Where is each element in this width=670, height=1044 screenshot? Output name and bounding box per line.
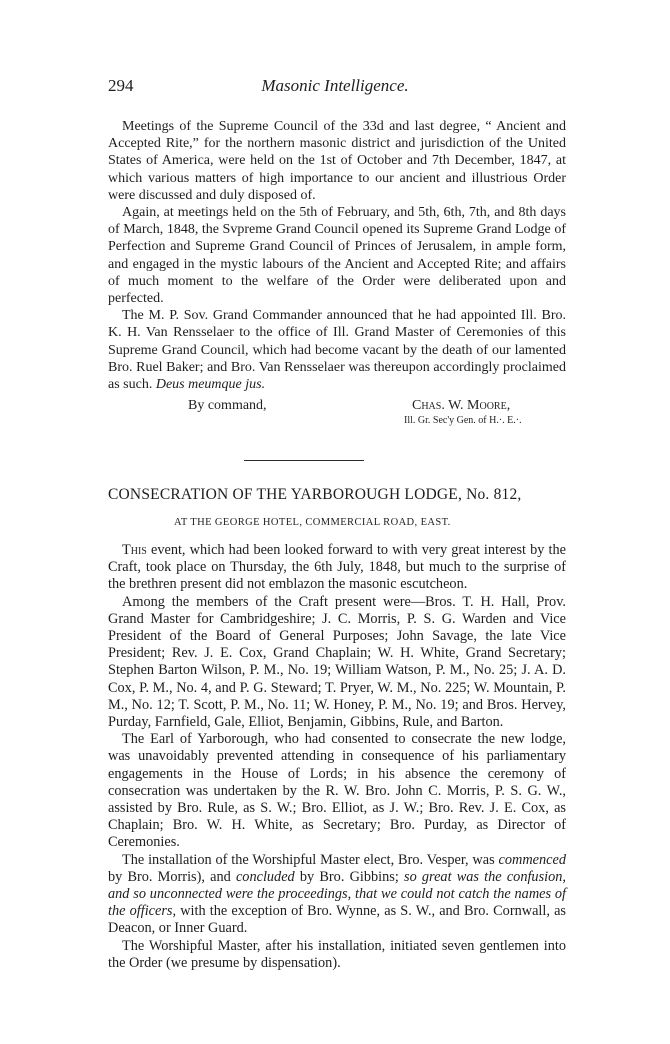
section-divider <box>244 460 364 461</box>
opening-word: This <box>122 542 147 558</box>
installation-emphasis: so great was the confusion, and so unconnected were the proceedings, that we could not catch the names of the officers <box>108 868 566 920</box>
supreme-council-notice <box>108 118 566 393</box>
article-subtitle: AT THE GEORGE HOTEL, COMMERCIAL ROAD, EAST. <box>174 517 451 528</box>
installation-emphasis: commenced <box>498 851 566 868</box>
article-paragraph: The Worshipful Master, after his installation, initiated seven gentlemen into the Order (we presume by dispensation). <box>108 937 566 971</box>
installation-text: , with the exception of Bro. Wynne, as S. W., and Bro. Cornwall, as Deacon, or Inner Guard. <box>108 903 566 937</box>
page-number: 294 <box>108 76 134 95</box>
article-paragraph <box>108 852 566 938</box>
notice-paragraph <box>108 307 566 393</box>
notice-paragraph: Meetings of the Supreme Council of the 33d and last degree, “ Ancient and Accepted Rite,” for the northern masonic district and jurisdiction of the United States of America, were held on the 1st of October and 7th December, 1847, at which various matters of high importance to our ancient and illustrious Order were discussed and duly disposed of. <box>108 119 566 203</box>
latin-motto: Deus meumque jus. <box>155 377 266 393</box>
running-title: Masonic Intelligence. <box>261 76 409 95</box>
opening-text: event, which had been looked forward to with very great interest by the Craft, took place on Thursday, the 6th July, 1848, but much to the surprise of the brethren present did not emblazon the masonic escutcheon. <box>108 542 566 593</box>
article-body <box>108 542 566 972</box>
article-paragraph: Among the members of the Craft present were—Bros. T. H. Hall, Prov. Grand Master for Cambridgeshire; J. C. Morris, P. S. G. Warden and Vice President of the Board of General Purposes; John Savage, the late Vice President; Rev. J. E. Cox, Grand Chaplain; W. H. White, Grand Secretary; Stephen Barton Wilson, P. M., No. 19; William Watson, P. M., No. 25; J. A. D. Cox, P. M., No. 4, and P. G. Steward; T. Pryer, W. M., No. 225; W. Mountain, P. M., No. 12; T. Scott, P. M., No. 11; W. Honey, P. M., No. 19; and Bros. Hervey, Purday, Farnfield, Gale, Elliot, Benjamin, Gibbins, Rule, and Barton. <box>108 593 566 731</box>
article-title: CONSECRATION OF THE YARBOROUGH LODGE, No. 812, <box>108 486 522 503</box>
signatory-title: Ill. Gr. Sec'y Gen. of H.·. E.·. <box>404 415 522 426</box>
by-command: By command, <box>188 398 267 413</box>
signature-block <box>108 398 566 438</box>
notice-paragraph-text: The M. P. Sov. Grand Commander announced that he had appointed Ill. Bro. K. H. Van Rensselaer to the office of Ill. Grand Master of Ceremonies of this Supreme Grand Council, which had become vacant by the death of our lamented Bro. Ruel Baker; and Bro. Van Rensselaer was thereupon accordingly proclaimed as such. <box>108 308 566 393</box>
installation-text: by Bro. Morris), and <box>108 868 236 885</box>
installation-text: The installation of the Worshipful Master elect, Bro. Vesper, was <box>122 851 499 868</box>
installation-emphasis: concluded <box>235 868 295 885</box>
installation-text: by Bro. Gibbins; <box>294 868 405 885</box>
article-paragraph: The Earl of Yarborough, who had consented to consecrate the new lodge, was unavoidably prevented attending in consequence of his parliamentary engagements in the House of Lords; in his absence the ceremony of consecration was undertaken by the R. W. Bro. John C. Morris, P. S. G. W., assisted by Bro. Rule, as S. W.; Bro. Elliot, as J. W.; Bro. Rev. J. E. Cox, as Chaplain; Bro. W. H. White, as Secretary; Bro. Purday, as Director of Ceremonies. <box>108 731 566 851</box>
signatory-name: Chas. W. Moore, <box>412 398 511 413</box>
notice-paragraph: Again, at meetings held on the 5th of February, and 5th, 6th, 7th, and 8th days of March, 1848, the Svpreme Grand Council opened its Supreme Grand Lodge of Perfection and Supreme Grand Council of Princes of Jerusalem, in ample form, and engaged in the mystic labours of the Ancient and Accepted Rite; and affairs of much moment to the welfare of the Order were deliberated upon and perfected. <box>108 205 566 307</box>
article-paragraph <box>108 542 566 594</box>
